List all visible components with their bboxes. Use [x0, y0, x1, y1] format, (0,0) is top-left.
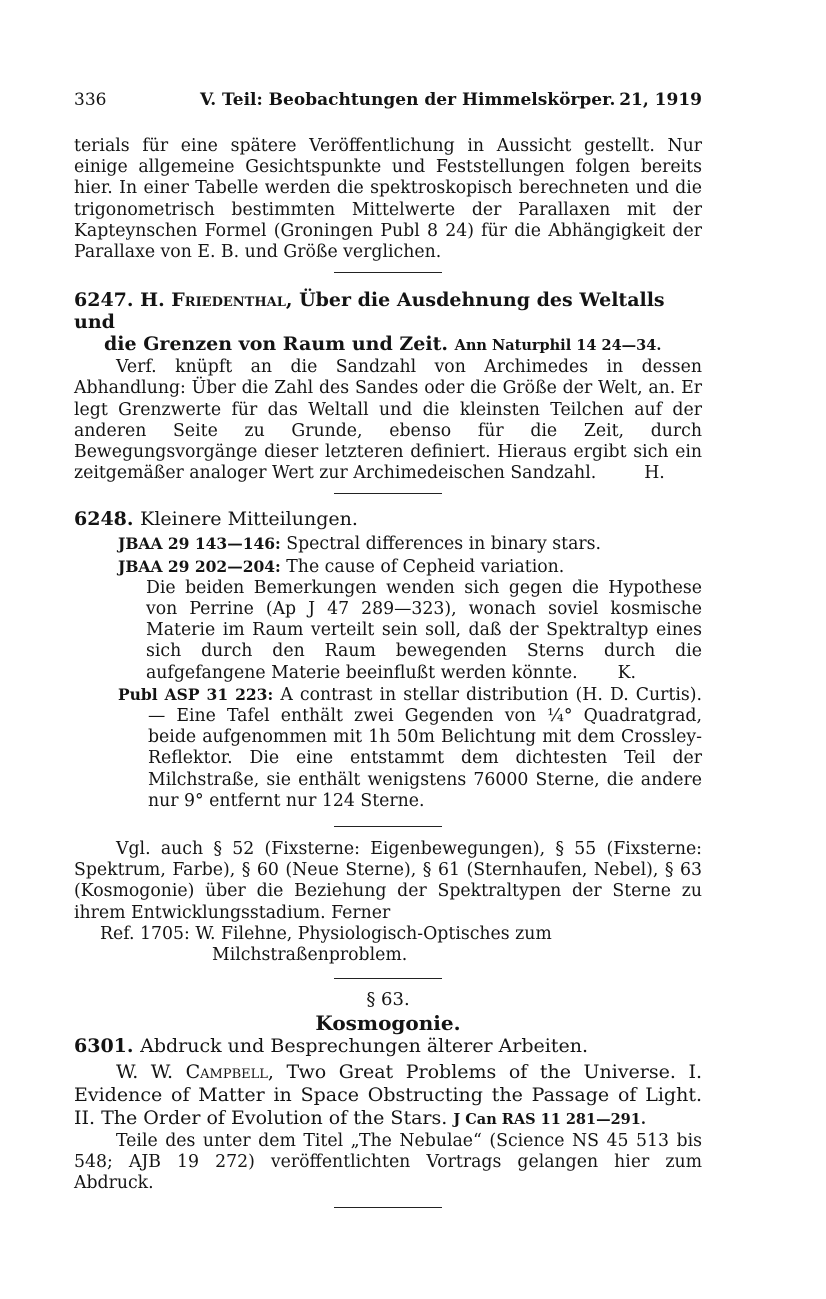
entry-title: Abdruck und Besprechungen älterer Arbeiten. — [140, 1034, 589, 1057]
see-also-paragraph: Vgl. auch § 52 (Fixsterne: Eigenbewegungen), § 55 (Fixsterne: Spektrum, Farbe), § 60 (Neue Sterne), § 61 (Sternhaufen, Nebel), § 63 (Kosmogonie) über die Beziehung der Spektraltypen der Sterne zu ihrem Entwicklungsstadium. Ferner — [74, 839, 702, 923]
entry-6248-heading — [74, 508, 702, 530]
page-header — [74, 90, 702, 114]
entry-title-a: Über die Ausdehnung des Weltalls und — [74, 289, 665, 334]
ref-text: W. Filehne, Physiologisch-Optisches zum Milchstraßenproblem. — [195, 923, 552, 966]
entry-6301-abstract: Teile des unter dem Titel „The Nebulae“ (Science NS 45 513 bis 548; AJB 19 272) veröffentlichten Vortrags gelangen hier zum Abdruck. — [74, 1130, 702, 1194]
ref-label: Ref. 1705: — [100, 923, 190, 944]
entry-6247-abstract: Verf. knüpft an die Sandzahl von Archimedes in dessen Abhandlung: Über die Zahl des Sandes oder die Größe der Welt, an. Er legt Grenzwerte für das Weltall und die kleinsten Teilchen auf der anderen Seite zu Grunde, ebenso für die Zeit, durch Bewegungsvorgänge dieser letzteren definiert. Hieraus ergibt sich ein zeitgemäßer analoger Wert zur Archimedeischen Sandzahl. H. — [74, 357, 702, 484]
entry-number: 6301. — [74, 1034, 134, 1057]
item-reference: JBAA 29 143—146: — [118, 534, 281, 554]
item-text: A contrast in stellar distribution (H. D. Curtis). — Eine Tafel enthält zwei Gegenden von ¼° Quadratgrad, beide aufgenommen mit 1h 50m Belichtung mit dem Crossley-Reflektor. Die eine entstammt dem dichtesten Teil der Milchstraße, sie enthält wenigstens 76000 Sterne, die andere nur 9° entfernt nur 124 Sterne. — [148, 684, 702, 811]
entry-6248-item-1 — [74, 533, 702, 555]
separator-rule — [334, 978, 442, 979]
entry-reference: J Can RAS 11 281—291. — [453, 1110, 646, 1128]
section-title: Kosmogonie. — [315, 1010, 461, 1035]
intro-paragraph: terials für eine spätere Veröffentlichung in Aussicht gestellt. Nur einige allgemeine Gesichtspunkte und Feststellungen folgen bereits hier. In einer Tabelle werden die spektroskopisch berechneten und die trigonometrisch bestimmten Mittelwerte der Parallaxen mit der Kapteynschen Formel (Groningen Publ 8 24) für die Abhängigkeit der Parallaxe von E. B. und Größe verglichen. — [74, 136, 702, 263]
entry-6247-heading — [74, 289, 702, 357]
entry-author: W. W. Campbell, — [116, 1060, 274, 1083]
see-also-reference — [74, 924, 702, 966]
reviewer-signature: H. — [644, 463, 665, 484]
entry-6248-item-2 — [74, 556, 702, 578]
entry-author: H. Friedenthal, — [140, 289, 293, 312]
item-reference: Publ ASP 31 223: — [118, 684, 274, 704]
entry-title: Kleinere Mitteilungen. — [140, 508, 358, 531]
entry-6248-item-2-abstract: Die beiden Bemerkungen wenden sich gegen die Hypothese von Perrine (Ap J 47 289—323), wonach soviel kosmische Materie im Raum verteilt sein soll, daß der Spektraltyp eines sich durch den Raum bewegenden Sterns durch die aufgefangene Materie beeinflußt werden könnte. K. — [146, 577, 702, 683]
entry-6301-heading — [74, 1036, 702, 1057]
separator-rule — [334, 272, 442, 273]
entry-title-b: die Grenzen von Raum und Zeit. — [104, 333, 448, 356]
item-reference: JBAA 29 202—204: — [118, 556, 281, 576]
page-body — [74, 136, 702, 1219]
entry-6248-item-3 — [74, 684, 702, 812]
reviewer-signature: K. — [617, 662, 636, 683]
entry-reference: Ann Naturphil 14 24—34. — [454, 337, 662, 355]
separator-rule — [334, 1207, 442, 1208]
section-number: § 63. — [366, 989, 410, 1011]
separator-rule — [334, 493, 442, 494]
item-text: The cause of Cepheid variation. — [286, 556, 565, 577]
entry-6301-citation — [74, 1061, 702, 1131]
entry-number: 6248. — [74, 508, 134, 531]
entry-number: 6247. — [74, 289, 134, 312]
page-number: 336 — [74, 90, 107, 110]
item-text: Spectral differences in binary stars. — [286, 534, 602, 555]
separator-rule — [334, 826, 442, 827]
work-title: Two Great Problems of the Universe. I. Evidence of Matter in Space Obstructing the Passage of Light. II. The Order of Evolution of the Stars. — [74, 1060, 703, 1129]
running-title: V. Teil: Beobachtungen der Himmelskörper. — [200, 90, 616, 110]
volume-year: 21, 1919 — [619, 90, 702, 110]
